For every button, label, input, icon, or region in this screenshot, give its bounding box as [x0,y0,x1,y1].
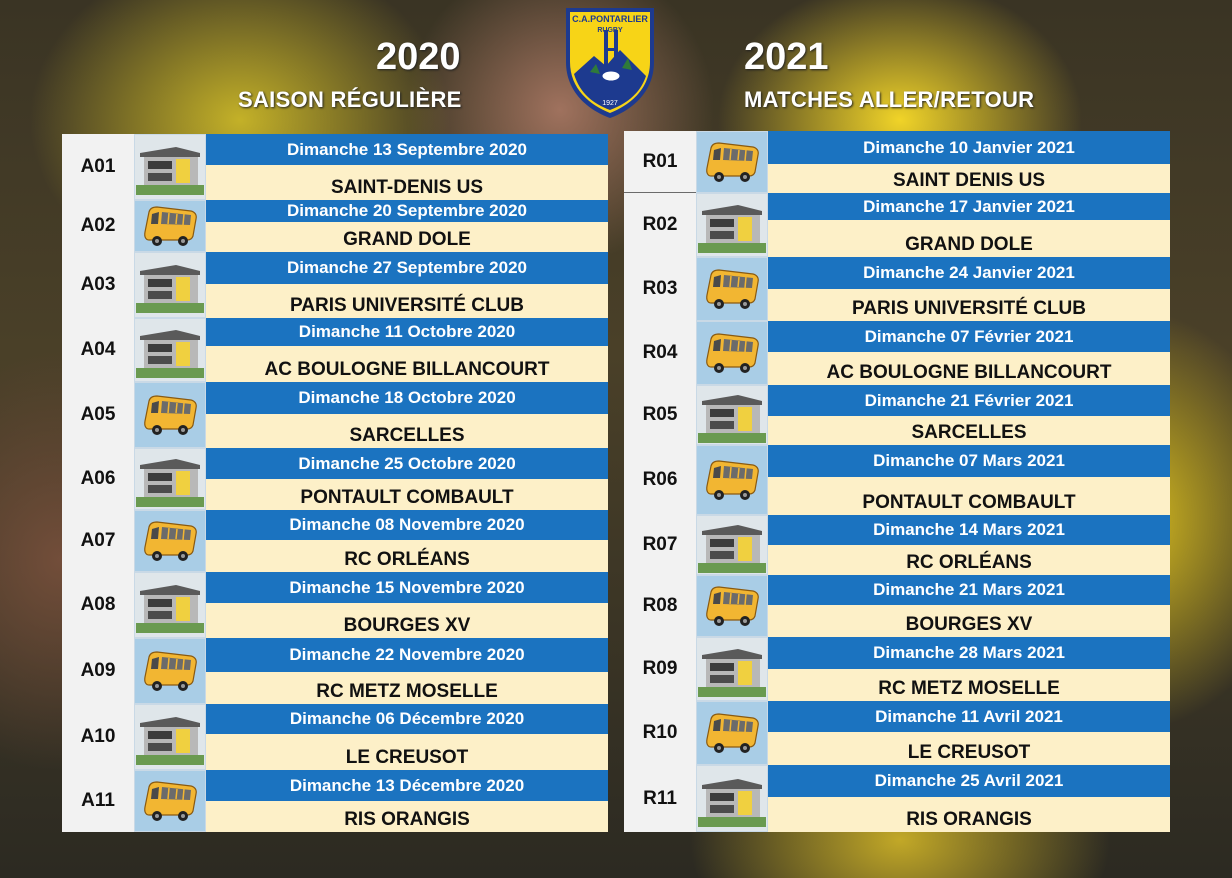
opponent-team: RIS ORANGIS [206,801,608,832]
fixture-row [62,770,608,832]
opponent-team: AC BOULOGNE BILLANCOURT [206,346,608,382]
fixture-row [62,572,608,638]
opponent-team: PONTAULT COMBAULT [768,477,1170,515]
fixture-date: Dimanche 11 Octobre 2020 [206,318,608,346]
opponent-team: GRAND DOLE [768,220,1170,257]
bus-icon [696,321,768,385]
stadium-building-icon [134,318,206,382]
fixture-row [62,318,608,382]
fixture-code: A01 [62,134,134,200]
opponent-team: BOURGES XV [206,603,608,638]
stadium-building-icon [696,193,768,257]
fixture-date: Dimanche 18 Octobre 2020 [206,382,608,414]
fixture-row [62,638,608,704]
fixture-date: Dimanche 11 Avril 2021 [768,701,1170,732]
fixture-row [62,200,608,252]
stadium-building-icon [696,637,768,701]
fixture-date: Dimanche 06 Décembre 2020 [206,704,608,734]
logo-subtitle: RUGBY [597,27,623,34]
fixture-row [62,704,608,770]
bus-icon [134,638,206,704]
season-2020-subtitle: SAISON RÉGULIÈRE [238,87,462,112]
fixture-row [624,131,1170,193]
fixture-date: Dimanche 24 Janvier 2021 [768,257,1170,289]
fixture-date: Dimanche 07 Février 2021 [768,321,1170,352]
logo-year: 1927 [602,100,618,107]
fixture-row [624,321,1170,385]
season-2021-year: 2021 [744,36,829,78]
opponent-team: RC ORLÉANS [206,540,608,572]
fixture-code: A07 [62,510,134,572]
opponent-team: PARIS UNIVERSITÉ CLUB [206,284,608,318]
stadium-building-icon [134,572,206,638]
opponent-team: GRAND DOLE [206,222,608,252]
opponent-team: RC METZ MOSELLE [768,669,1170,701]
fixture-date: Dimanche 13 Décembre 2020 [206,770,608,801]
fixture-code: R10 [624,701,696,765]
fixture-row [624,575,1170,637]
opponent-team: SARCELLES [768,416,1170,445]
fixture-code: R08 [624,575,696,637]
bus-icon [696,575,768,637]
fixture-row [624,765,1170,832]
fixture-row [624,257,1170,321]
fixture-code: R07 [624,515,696,575]
logo-name: C.A.PONTARLIER [572,14,648,24]
fixture-code: R04 [624,321,696,385]
bus-icon [134,382,206,448]
stadium-building-icon [134,252,206,318]
fixture-date: Dimanche 21 Mars 2021 [768,575,1170,605]
fixture-code: A02 [62,200,134,252]
opponent-team: RIS ORANGIS [768,797,1170,832]
opponent-team: SAINT DENIS US [768,164,1170,193]
opponent-team: LE CREUSOT [206,734,608,770]
stadium-building-icon [134,704,206,770]
fixture-date: Dimanche 28 Mars 2021 [768,637,1170,669]
fixture-row [624,637,1170,701]
fixture-date: Dimanche 22 Novembre 2020 [206,638,608,672]
opponent-team: BOURGES XV [768,605,1170,637]
fixture-date: Dimanche 27 Septembre 2020 [206,252,608,284]
fixture-row [624,193,1170,257]
bus-icon [696,701,768,765]
bus-icon [134,770,206,832]
fixture-date: Dimanche 17 Janvier 2021 [768,193,1170,220]
opponent-team: SAINT-DENIS US [206,165,608,200]
aller-fixtures-panel [62,134,608,832]
fixture-row [624,515,1170,575]
fixture-code: R02 [624,193,696,257]
fixture-date: Dimanche 20 Septembre 2020 [206,200,608,222]
retour-fixtures-panel [624,131,1170,832]
fixture-code: R03 [624,257,696,321]
opponent-team: RC ORLÉANS [768,545,1170,575]
bus-icon [696,257,768,321]
opponent-team: LE CREUSOT [768,732,1170,765]
fixture-code: A03 [62,252,134,318]
fixture-code: A05 [62,382,134,448]
bus-icon [134,510,206,572]
fixture-code: A10 [62,704,134,770]
club-logo [560,4,660,122]
season-2021-subtitle: MATCHES ALLER/RETOUR [744,87,1035,112]
fixture-date: Dimanche 15 Novembre 2020 [206,572,608,603]
fixture-code: R09 [624,637,696,701]
fixture-code: R11 [624,765,696,832]
fixture-date: Dimanche 07 Mars 2021 [768,445,1170,477]
bus-icon [696,445,768,515]
opponent-team: PARIS UNIVERSITÉ CLUB [768,289,1170,321]
fixture-code: A06 [62,448,134,510]
fixture-row [62,448,608,510]
fixture-date: Dimanche 25 Avril 2021 [768,765,1170,797]
fixture-code: A04 [62,318,134,382]
fixture-row [624,701,1170,765]
fixture-row [62,510,608,572]
fixture-code: A11 [62,770,134,832]
fixture-row [624,445,1170,515]
stadium-building-icon [134,448,206,510]
fixture-date: Dimanche 10 Janvier 2021 [768,131,1170,164]
fixture-code: A09 [62,638,134,704]
bus-icon [134,200,206,252]
season-2020-year: 2020 [376,36,461,78]
fixture-row [62,252,608,318]
opponent-team: PONTAULT COMBAULT [206,479,608,510]
fixture-code: R05 [624,385,696,445]
stadium-building-icon [134,134,206,200]
opponent-team: SARCELLES [206,414,608,448]
fixture-code: R06 [624,445,696,515]
bus-icon [696,131,768,193]
fixture-row [62,134,608,200]
fixture-row [624,385,1170,445]
fixture-row [62,382,608,448]
stadium-building-icon [696,385,768,445]
opponent-team: RC METZ MOSELLE [206,672,608,704]
fixture-date: Dimanche 08 Novembre 2020 [206,510,608,540]
fixture-date: Dimanche 25 Octobre 2020 [206,448,608,479]
fixture-code: R01 [624,131,696,193]
stadium-building-icon [696,765,768,832]
fixture-date: Dimanche 14 Mars 2021 [768,515,1170,545]
fixture-date: Dimanche 21 Février 2021 [768,385,1170,416]
fixture-date: Dimanche 13 Septembre 2020 [206,134,608,165]
stadium-building-icon [696,515,768,575]
fixture-code: A08 [62,572,134,638]
opponent-team: AC BOULOGNE BILLANCOURT [768,352,1170,385]
